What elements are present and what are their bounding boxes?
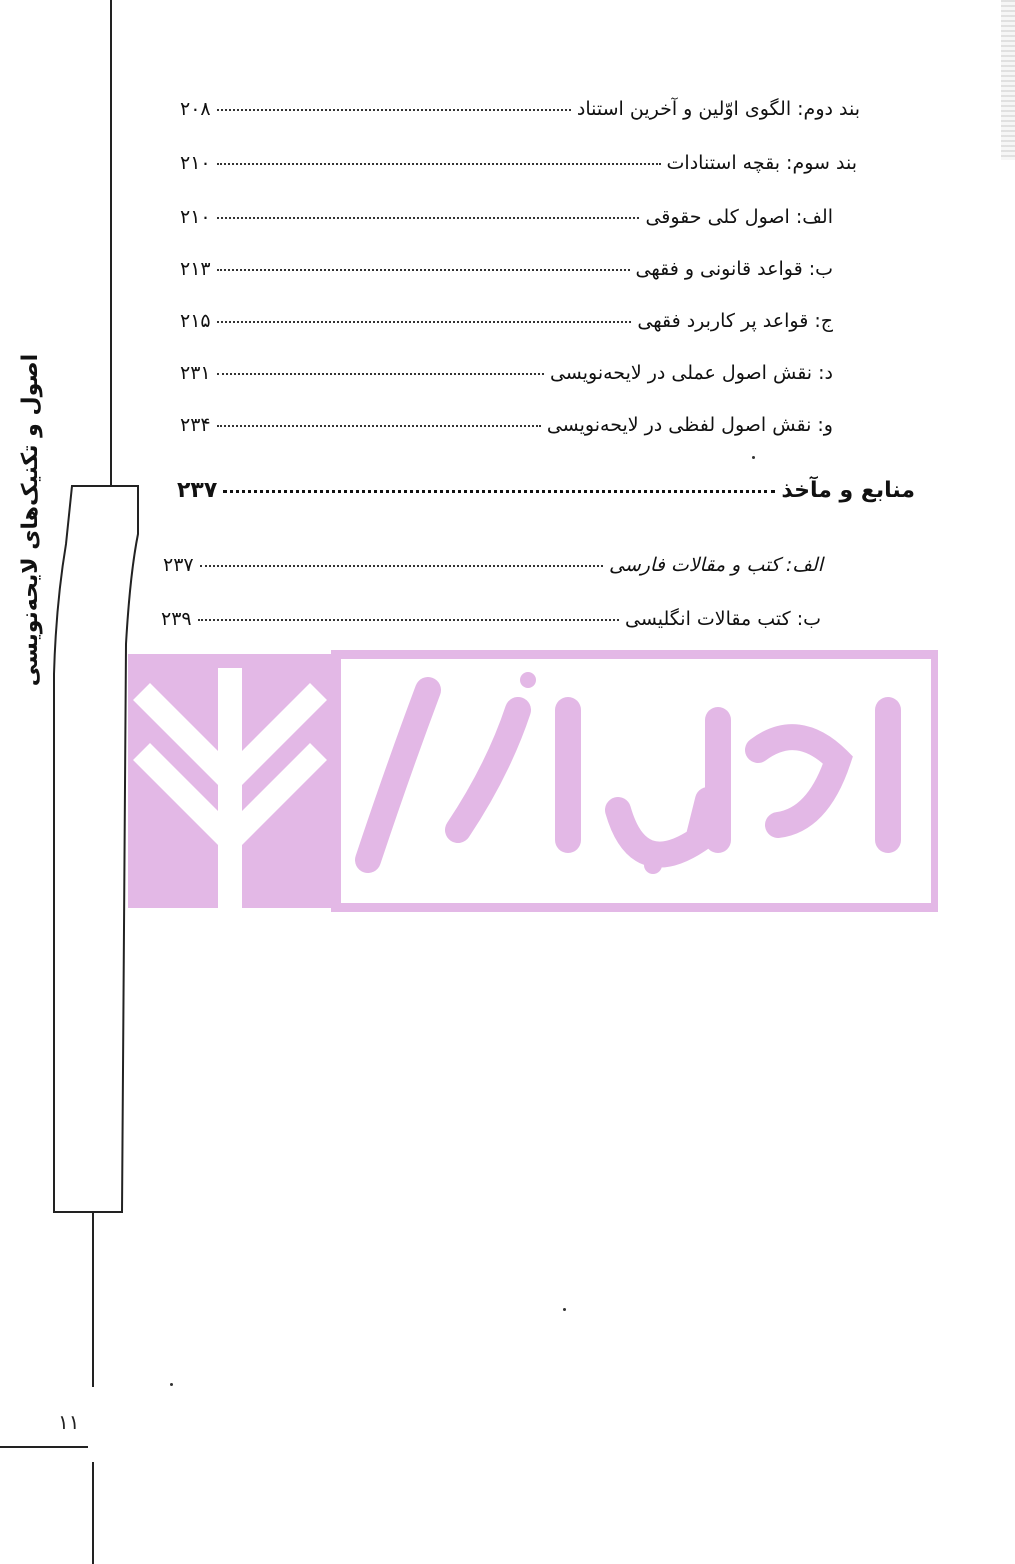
toc-entry (161, 608, 821, 630)
toc-entry (180, 98, 860, 120)
page-number: ۱۱ (58, 1410, 80, 1434)
toc-entry-label: الف: کتب و مقالات فارسی (608, 554, 823, 576)
spine-tab (50, 484, 142, 1214)
toc-entry-page: ۲۳۴ (180, 414, 211, 436)
toc-entry-label: ب: کتب مقالات انگلیسی (624, 608, 821, 630)
toc-entry (180, 414, 833, 436)
toc-leader-dots (217, 109, 571, 111)
toc-entry-page: ۲۳۹ (161, 608, 192, 630)
toc-entry-label: د: نقش اصول عملی در لایحه‌نویسی (549, 362, 833, 384)
footer-rule (0, 1446, 88, 1448)
toc-entry-page: ۲۱۰ (180, 206, 211, 228)
toc-entry-label: ب: قواعد قانونی و فقهی (635, 258, 833, 280)
toc-entry-page: ۲۳۱ (180, 362, 211, 384)
toc-leader-dots (198, 619, 619, 621)
toc-entry-label: منابع و مآخذ (781, 478, 915, 503)
toc-section-heading (177, 478, 915, 503)
page-edge-texture (1001, 0, 1015, 160)
toc-entry (180, 362, 833, 384)
toc-entry-page: ۲۱۳ (180, 258, 211, 280)
toc-leader-dots (217, 217, 640, 219)
toc-entry-page: ۲۳۷ (163, 554, 194, 576)
watermark-logo (98, 650, 938, 912)
toc-entry-page: ۲۳۷ (177, 478, 218, 503)
toc-leader-dots (217, 321, 632, 323)
binding-line-top (110, 0, 112, 486)
toc-leader-dots (217, 269, 630, 271)
toc-leader-dots (200, 565, 603, 567)
toc-entry-label: بند سوم: بقچه استنادات (666, 152, 857, 174)
toc-entry-label: ج: قواعد پر کاربرد فقهی (637, 310, 833, 332)
toc-entry-label: بند دوم: الگوی اوّلین و آخرین استناد (576, 98, 860, 120)
scan-speck (170, 1383, 173, 1386)
toc-entry (180, 258, 833, 280)
toc-leader-dots (217, 373, 544, 375)
toc-leader-dots (223, 490, 775, 493)
toc-entry (180, 152, 857, 174)
binding-line-footer (92, 1462, 94, 1564)
spine-title: اصول و تکنیک‌های لایحه‌نویسی (18, 353, 43, 687)
toc-leader-dots (217, 425, 541, 427)
toc-entry-label: و: نقش اصول لفظی در لایحه‌نویسی (546, 414, 833, 436)
scan-speck (752, 456, 755, 459)
toc-leader-dots (217, 163, 661, 165)
toc-entry-label: الف: اصول کلی حقوقی (645, 206, 833, 228)
toc-entry-page: ۲۱۵ (180, 310, 211, 332)
toc-entry (163, 554, 823, 576)
scan-speck (563, 1308, 566, 1311)
toc-entry (180, 310, 833, 332)
toc-entry (180, 206, 833, 228)
toc-entry-page: ۲۰۸ (180, 98, 211, 120)
binding-line-bottom (92, 1212, 94, 1387)
toc-entry-page: ۲۱۰ (180, 152, 211, 174)
